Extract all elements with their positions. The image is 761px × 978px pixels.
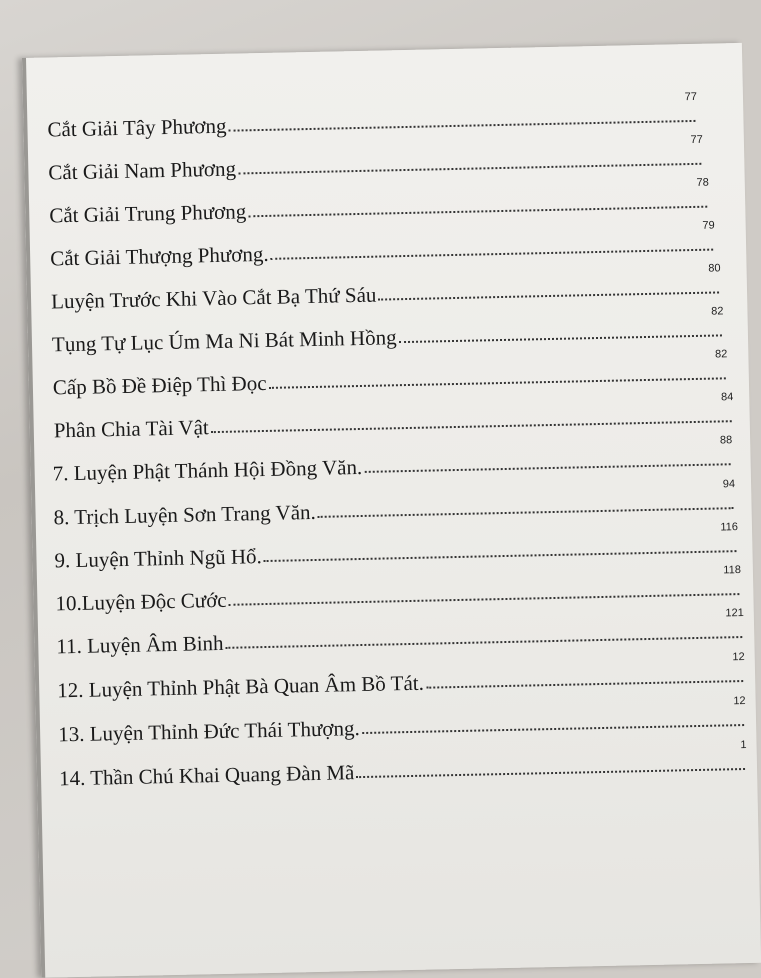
toc-entry [57,650,745,703]
toc-page-number: 116 [720,521,739,534]
toc-page-number: 12 [733,694,746,708]
toc-entry [50,262,721,314]
dot-leader [264,550,737,562]
dot-leader [226,636,743,649]
toc-entry [56,607,744,659]
dot-leader [248,206,707,218]
toc-entry [55,564,742,616]
dot-leader [399,334,722,343]
dot-leader [238,163,701,175]
toc-page-number: 12 [732,650,745,664]
toc-page-number: 88 [719,434,733,447]
toc-entry-title: 7. Luyện Phật Thánh Hội Đồng Văn. [52,454,363,486]
toc-entry-title: 10.Luyện Độc Cước [55,587,227,616]
toc-entry-title: 14. Thần Chú Khai Quang Đàn Mã [58,760,355,791]
toc-entry [47,90,698,143]
toc-page-number: 77 [690,133,703,147]
toc-page-number: 1 [740,738,747,752]
toc-entry [51,305,724,357]
toc-entry [52,434,733,486]
toc-entry-title: Cắt Giải Trung Phương [49,199,247,228]
toc-entry-title: Cấp Bồ Đề Điệp Thì Đọc [52,370,267,400]
toc-entry [53,478,736,530]
dot-leader [211,420,732,433]
toc-entry-title: Phân Chia Tài Vật [53,415,209,443]
toc-entry-title: 8. Trịch Luyện Sơn Trang Văn. [53,499,316,530]
book-page [22,43,761,978]
toc-entry-title: 11. Luyện Âm Binh [56,630,224,659]
toc-page-number: 118 [723,564,742,577]
toc-page-number: 94 [722,478,736,491]
dot-leader [229,593,740,606]
toc-entry-title: Cắt Giải Nam Phương [48,156,237,185]
toc-entry [52,348,728,400]
toc-entry-title: Luyện Trước Khi Vào Cắt Bạ Thứ Sáu [50,282,377,314]
dot-leader [269,377,726,389]
toc-entry [53,391,734,443]
toc-page-number: 82 [711,305,724,318]
toc-entry [58,738,747,791]
toc-page-number: 82 [714,348,728,361]
toc-page-number: 80 [708,262,721,275]
toc-entry-title: Tụng Tự Lục Úm Ma Ni Bát Minh Hồng [51,325,397,357]
toc-entry-title: 13. Luyện Thỉnh Đức Thái Thượng. [57,716,360,747]
toc-entry [57,694,746,747]
toc-entry-title: Cắt Giải Thượng Phương. [49,241,269,271]
toc-entry-title: 12. Luyện Thỉnh Phật Bà Quan Âm Bồ Tát. [57,670,425,703]
toc-entry [48,133,703,186]
dot-leader [356,768,745,778]
toc-page-number: 78 [696,176,709,189]
dot-leader [378,291,719,300]
toc-entry [49,176,709,229]
dot-leader [229,120,696,132]
toc-entry-title: 9. Luyện Thỉnh Ngũ Hổ. [54,544,263,573]
toc-page-number: 84 [720,391,734,404]
toc-page-number: 79 [702,219,715,232]
toc-page-number: 121 [725,607,744,620]
dot-leader [364,463,730,473]
toc-entry [49,219,715,272]
dot-leader [426,680,743,689]
toc-page-number: 77 [684,90,698,104]
dot-leader [362,724,744,734]
dot-leader [271,249,714,260]
dot-leader [318,507,734,518]
toc-entry [54,521,739,573]
table-of-contents [22,43,761,978]
toc-entry-title: Cắt Giải Tây Phương [47,113,227,142]
